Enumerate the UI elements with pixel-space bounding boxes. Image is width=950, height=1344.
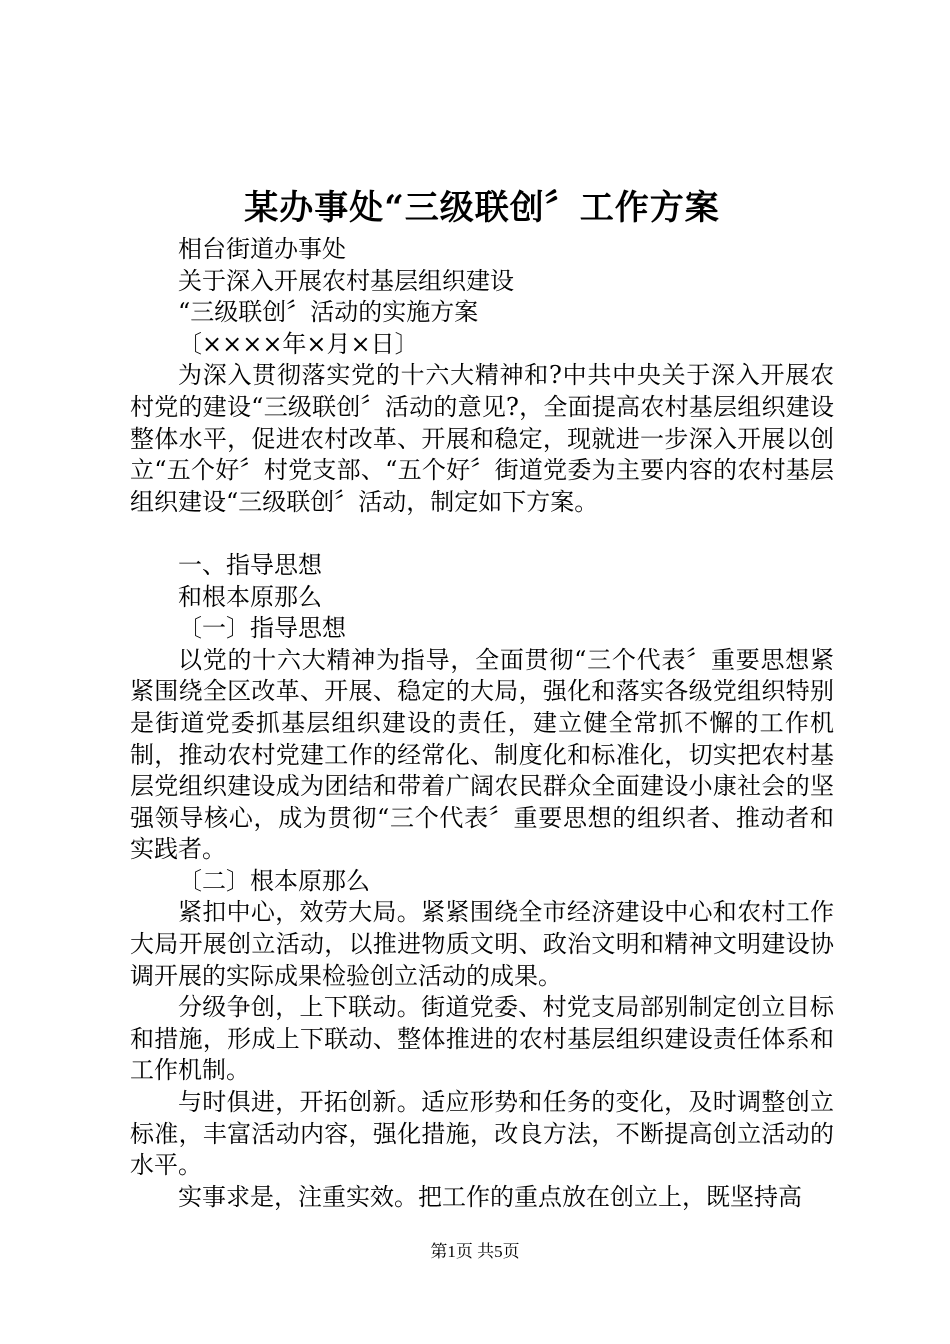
date-line: 〔××××年×月×日〕 [178,329,419,358]
subtitle-line-1: 关于深入开展农村基层组织建设 [178,266,514,295]
principle-paragraph-3: 与时俱进，开拓创新。适应形势和任务的变化，及时调整创立标准，丰富活动内容，强化措施，改良方法，不断提高创立活动的水平。 [130,1088,834,1180]
guiding-thought-paragraph: 以党的十六大精神为指导，全面贯彻“三个代表〞重要思想紧紧围绕全区改革、开展、稳定的大局，强化和落实各级党组织特别是街道党委抓基层组织建设的责任，建立健全常抓不懈的工作机制，推动农村党建工作的经常化、制度化和标准化，切实把农村基层党组织建设成为团结和带着广阔农民群众全面建设小康社会的坚强领导核心，成为贯彻“三个代表〞重要思想的组织者、推动者和实践者。 [130,645,834,864]
section-heading-1: 一、指导思想 [178,550,322,579]
document-title: 某办事处“三级联创〞工作方案 [244,188,720,228]
issuer-line: 相台街道办事处 [178,235,346,263]
subsection-heading-1: 〔一〕指导思想 [178,614,346,643]
document-body [130,234,834,1213]
section-heading-1-cont: 和根本原那么 [178,582,322,611]
subtitle-line-2: “三级联创〞活动的实施方案 [178,298,479,327]
principle-paragraph-1: 紧扣中心，效劳大局。紧紧围绕全市经济建设中心和农村工作大局开展创立活动，以推进物质文明、政治文明和精神文明建设协调开展的实际成果检验创立活动的成果。 [130,898,834,990]
principle-paragraph-2: 分级争创，上下联动。街道党委、村党支局部别制定创立目标和措施，形成上下联动、整体推进的农村基层组织建设责任体系和工作机制。 [130,993,834,1085]
principle-paragraph-4: 实事求是，注重实效。把工作的重点放在创立上，既坚持高 [178,1182,802,1211]
subsection-heading-2: 〔二〕根本原那么 [178,866,370,895]
page-number-footer: 第1页 共5页 [430,1242,520,1261]
intro-paragraph: 为深入贯彻落实党的十六大精神和?中共中央关于深入开展农村党的建设“三级联创〞活动的意见?，全面提高农村基层组织建设整体水平，促进农村改革、开展和稳定，现就进一步深入开展以创立“五个好〞村党支部、“五个好〞街道党委为主要内容的农村基层组织建设“三级联创〞活动，制定如下方案。 [130,361,834,516]
